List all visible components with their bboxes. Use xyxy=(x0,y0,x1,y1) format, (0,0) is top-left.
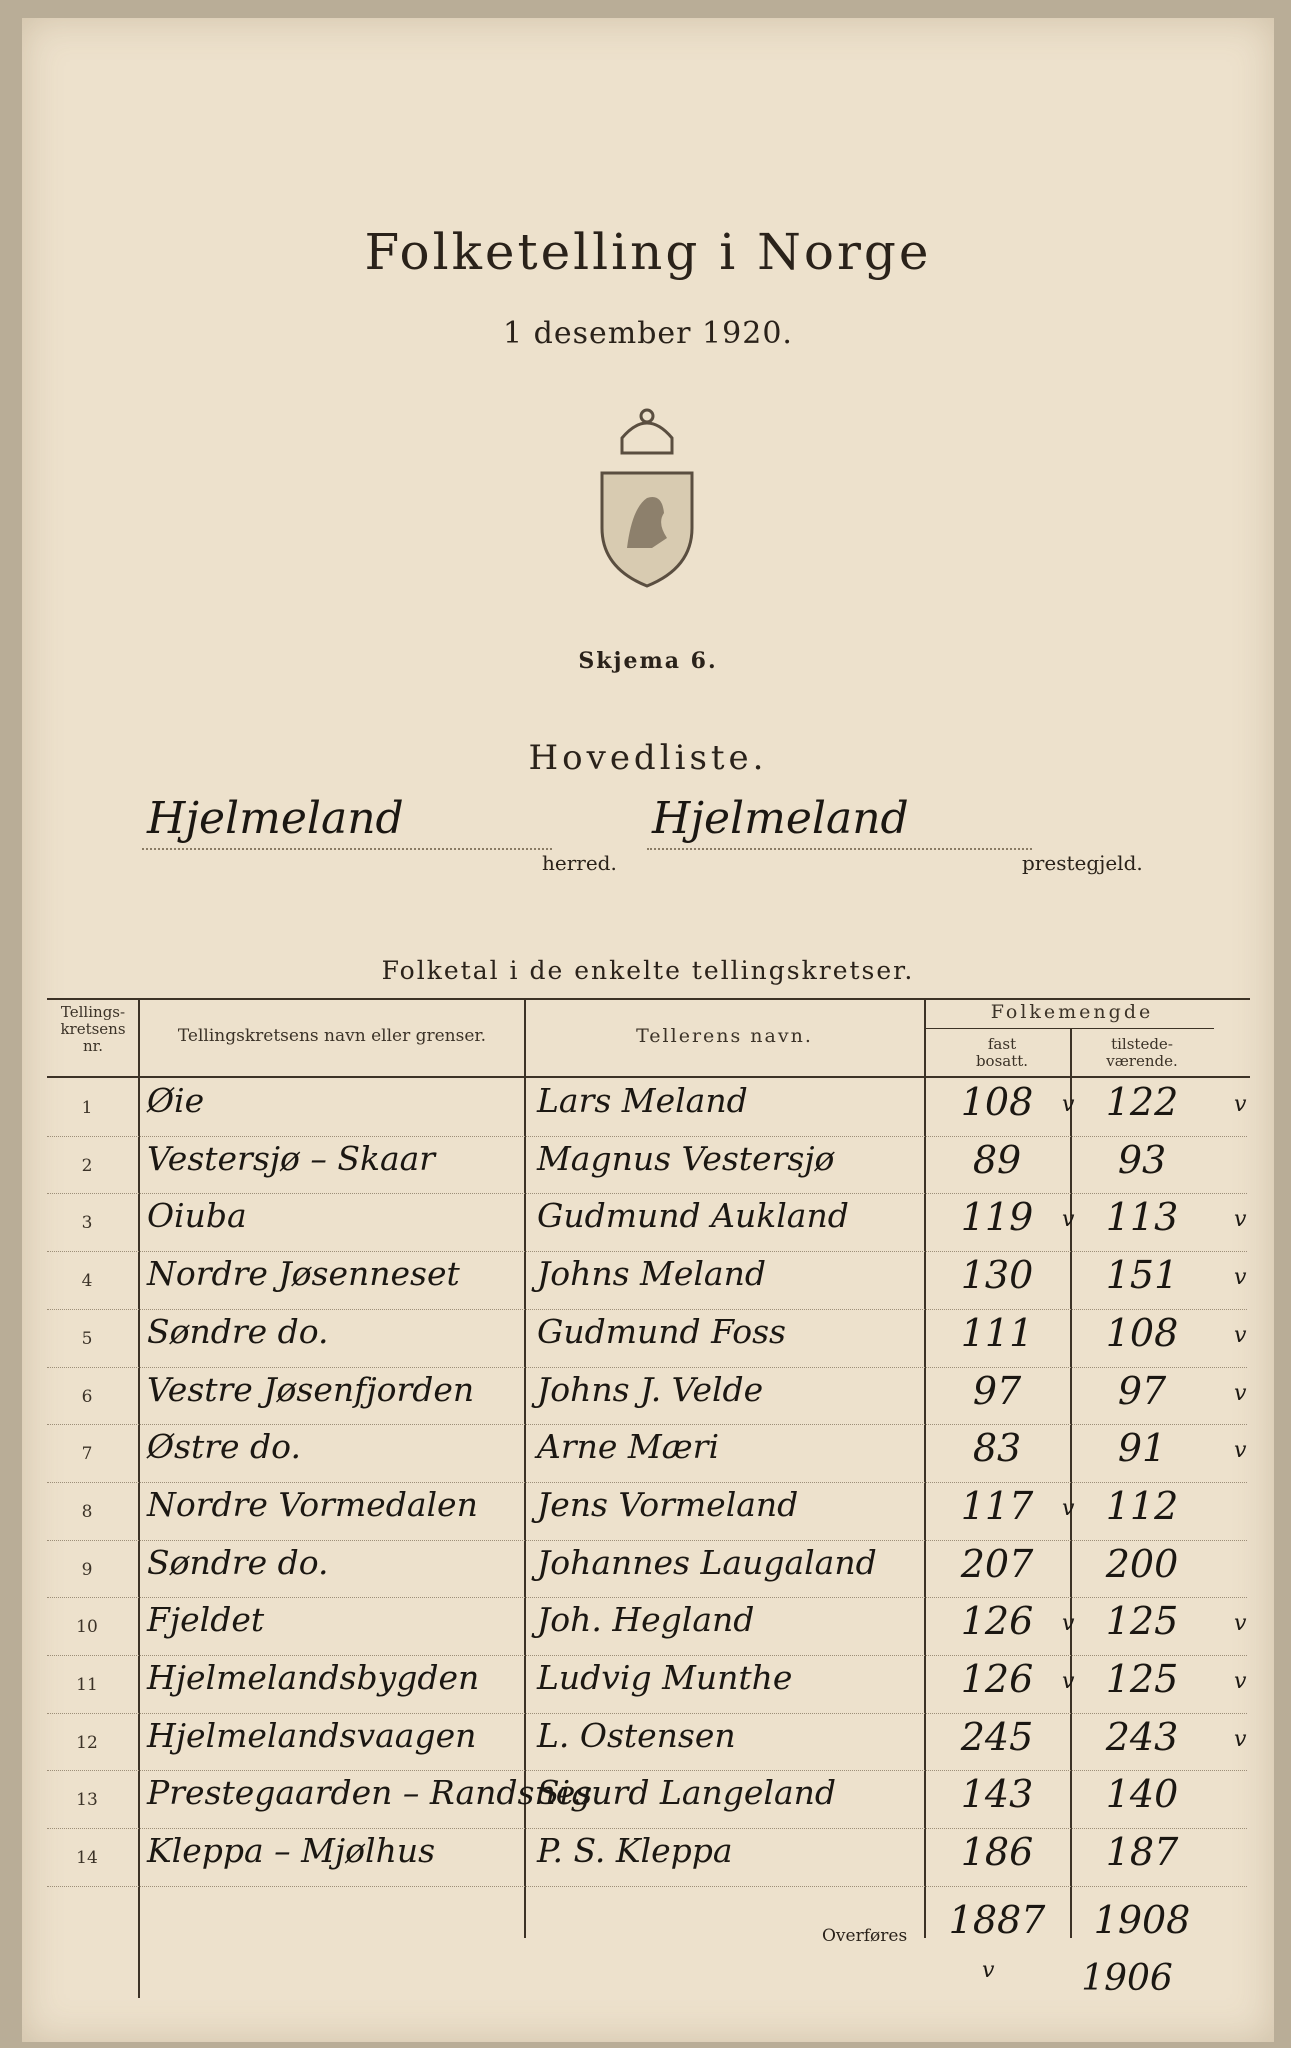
herred-label: herred. xyxy=(542,851,617,875)
tilstede-check-mark: v xyxy=(1234,1380,1247,1406)
overfores-tilstede: 1908 xyxy=(1093,1898,1191,1942)
district-name: Vestersjø – Skaar xyxy=(147,1138,436,1178)
district-name: Oiuba xyxy=(147,1196,247,1236)
row-number: 13 xyxy=(76,1790,98,1811)
row-number: 14 xyxy=(76,1848,98,1869)
fast-bosatt: 143 xyxy=(960,1772,1034,1817)
tilstede-vaerende: 112 xyxy=(1105,1483,1179,1528)
row-number: 8 xyxy=(81,1501,93,1522)
row-rule xyxy=(47,1713,1247,1714)
district-name: Kleppa – Mjølhus xyxy=(147,1831,436,1871)
herred-value: Hjelmeland xyxy=(147,793,404,844)
census-date: 1 desember 1920. xyxy=(503,316,793,351)
row-number: 6 xyxy=(81,1386,93,1407)
teller-name: Johns J. Velde xyxy=(537,1369,764,1409)
row-rule xyxy=(47,1828,1247,1829)
tilstede-vaerende: 243 xyxy=(1105,1714,1179,1759)
tilstede-vaerende: 125 xyxy=(1105,1599,1179,1644)
teller-name: Joh. Hegland xyxy=(537,1600,755,1640)
fast-check-mark: v xyxy=(1062,1092,1075,1117)
overfores-label: Overføres xyxy=(822,1926,908,1946)
row-rule xyxy=(47,1655,1247,1656)
teller-name: P. S. Kleppa xyxy=(537,1831,733,1871)
tilstede-vaerende: 91 xyxy=(1117,1426,1167,1471)
tilstede-vaerende: 200 xyxy=(1105,1541,1179,1586)
district-name: Søndre do. xyxy=(147,1311,329,1351)
tilstede-vaerende: 187 xyxy=(1105,1830,1179,1875)
col-header-fast: fast bosatt. xyxy=(975,1035,1029,1070)
district-name: Søndre do. xyxy=(147,1542,329,1582)
tilstede-check-mark: v xyxy=(1234,1611,1247,1637)
row-number: 4 xyxy=(81,1271,93,1292)
fast-bosatt: 83 xyxy=(972,1426,1022,1471)
fast-bosatt: 89 xyxy=(972,1137,1022,1182)
row-number: 2 xyxy=(81,1155,93,1176)
tilstede-check-mark: v xyxy=(1234,1322,1247,1348)
district-name: Hjelmelandsbygden xyxy=(147,1658,480,1697)
row-rule xyxy=(47,1540,1247,1541)
row-rule xyxy=(47,1597,1247,1598)
teller-name: Magnus Vestersjø xyxy=(537,1138,835,1178)
tilstede-vaerende: 140 xyxy=(1105,1772,1179,1817)
tilstede-check-mark: v xyxy=(1234,1438,1247,1464)
overfores-fast: 1887 xyxy=(948,1898,1046,1942)
tilstede-vaerende: 108 xyxy=(1105,1310,1179,1355)
row-rule xyxy=(47,1482,1247,1483)
teller-name: Gudmund Aukland xyxy=(537,1196,849,1236)
teller-name: Johannes Laugaland xyxy=(537,1542,877,1582)
row-rule xyxy=(47,1136,1247,1137)
fast-bosatt: 126 xyxy=(960,1657,1034,1701)
district-name: Fjeldet xyxy=(147,1600,265,1640)
corrected-total: 1906 xyxy=(1081,1958,1173,1999)
tilstede-vaerende: 151 xyxy=(1105,1253,1179,1298)
fast-bosatt: 111 xyxy=(960,1310,1034,1355)
row-number: 11 xyxy=(76,1675,98,1695)
row-rule xyxy=(47,1309,1247,1310)
fast-check-mark: v xyxy=(1062,1669,1075,1694)
prestegjeld-value: Hjelmeland xyxy=(652,793,909,844)
row-number: 9 xyxy=(81,1559,93,1580)
teller-name: Lars Meland xyxy=(537,1081,748,1120)
row-number: 3 xyxy=(81,1213,93,1234)
row-number: 1 xyxy=(81,1098,93,1118)
row-rule xyxy=(47,1770,1247,1771)
coat-of-arms-icon xyxy=(592,398,702,588)
district-name: Vestre Jøsenfjorden xyxy=(147,1369,475,1409)
district-name: Prestegaarden – Randsnes xyxy=(147,1773,593,1813)
district-name: Nordre Jøsenneset xyxy=(147,1254,460,1294)
fast-bosatt: 97 xyxy=(972,1368,1022,1413)
col-header-teller: Tellerens navn. xyxy=(636,1025,813,1047)
tilstede-vaerende: 93 xyxy=(1117,1137,1167,1182)
schema-number: Skjema 6. xyxy=(578,648,718,674)
row-rule xyxy=(47,1424,1247,1425)
teller-name: Ludvig Munthe xyxy=(537,1658,793,1697)
total-check-mark: v xyxy=(982,1958,995,1983)
col-header-folkemengde: Folkemengde xyxy=(990,1001,1154,1023)
page-title: Folketelling i Norge xyxy=(364,223,932,281)
fast-bosatt: 245 xyxy=(960,1714,1034,1759)
fast-bosatt: 119 xyxy=(960,1195,1034,1240)
fast-bosatt: 126 xyxy=(960,1599,1034,1644)
herred-line xyxy=(142,848,552,850)
col-header-tilstede: tilstede-værende. xyxy=(1106,1035,1178,1070)
district-name: Øie xyxy=(147,1081,205,1120)
teller-name: Arne Mæri xyxy=(537,1427,720,1467)
row-rule xyxy=(47,1251,1247,1252)
fast-bosatt: 108 xyxy=(960,1080,1034,1124)
district-name: Nordre Vormedalen xyxy=(147,1484,478,1524)
tilstede-check-mark: v xyxy=(1234,1207,1247,1233)
district-name: Østre do. xyxy=(147,1427,301,1467)
tilstede-check-mark: v xyxy=(1234,1726,1247,1752)
row-number: 7 xyxy=(81,1444,93,1465)
tilstede-check-mark: v xyxy=(1234,1092,1247,1117)
teller-name: L. Ostensen xyxy=(537,1715,736,1755)
fast-bosatt: 130 xyxy=(960,1253,1034,1298)
col-header-name: Tellingskretsens navn eller grenser. xyxy=(177,1026,487,1046)
teller-name: Sigurd Langeland xyxy=(537,1773,837,1813)
fast-check-mark: v xyxy=(1062,1611,1075,1637)
fast-bosatt: 186 xyxy=(960,1830,1034,1875)
table-title: Folketal i de enkelte tellingskretser. xyxy=(381,956,915,985)
fast-bosatt: 207 xyxy=(960,1541,1034,1586)
fast-bosatt: 117 xyxy=(960,1483,1034,1528)
district-name: Hjelmelandsvaagen xyxy=(147,1715,477,1755)
census-sheet xyxy=(22,18,1274,2042)
tilstede-vaerende: 122 xyxy=(1105,1080,1179,1124)
row-rule xyxy=(47,1193,1247,1194)
fast-check-mark: v xyxy=(1062,1495,1075,1521)
tilstede-vaerende: 113 xyxy=(1105,1195,1179,1240)
row-rule xyxy=(47,1367,1247,1368)
row-number: 12 xyxy=(76,1732,98,1753)
fast-check-mark: v xyxy=(1062,1207,1075,1233)
col-header-nr: Tellings-kretsens nr. xyxy=(60,1003,126,1055)
teller-name: Johns Meland xyxy=(537,1254,766,1294)
list-title: Hovedliste. xyxy=(528,738,768,778)
teller-name: Gudmund Foss xyxy=(537,1311,786,1351)
tilstede-vaerende: 125 xyxy=(1105,1657,1179,1701)
tilstede-check-mark: v xyxy=(1234,1669,1247,1694)
tilstede-vaerende: 97 xyxy=(1117,1368,1167,1413)
tilstede-check-mark: v xyxy=(1234,1265,1247,1291)
row-number: 10 xyxy=(76,1617,98,1638)
prestegjeld-label: prestegjeld. xyxy=(1022,851,1143,875)
row-rule xyxy=(47,1886,1247,1887)
prestegjeld-line xyxy=(647,848,1032,850)
row-number: 5 xyxy=(81,1328,93,1349)
teller-name: Jens Vormeland xyxy=(537,1484,799,1524)
